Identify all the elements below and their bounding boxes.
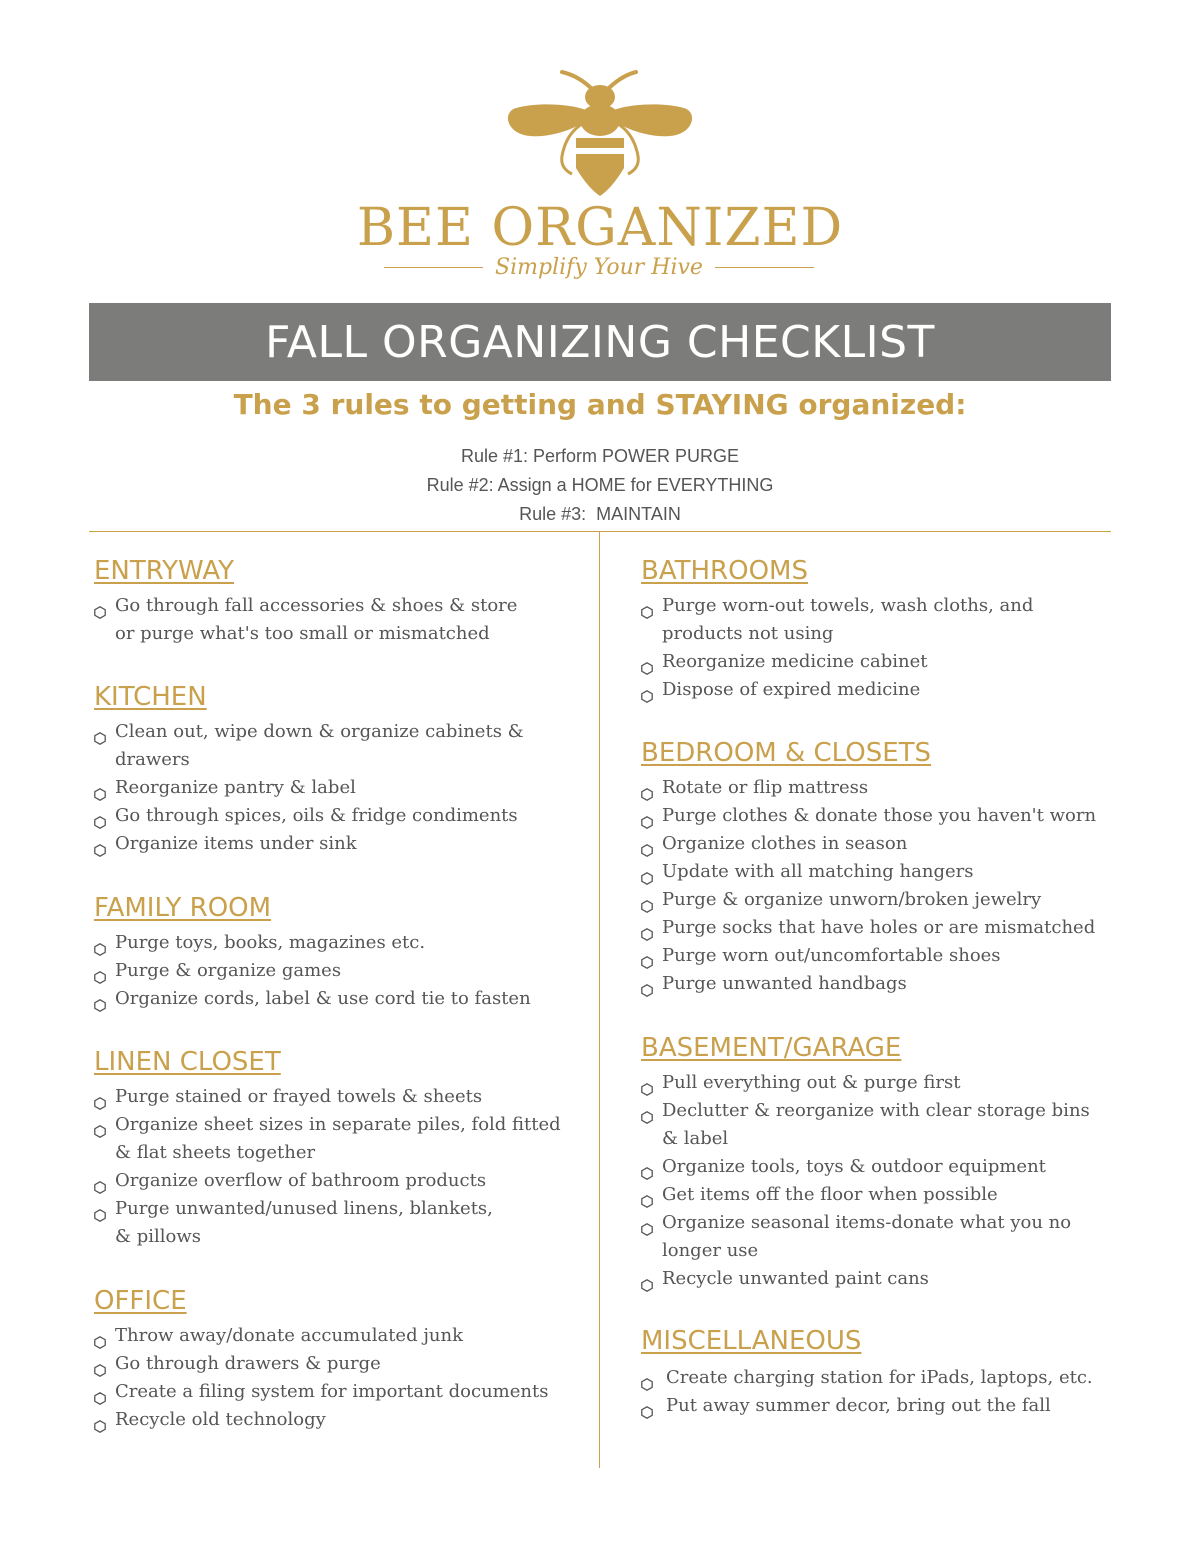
section-basement-garage xyxy=(641,1033,1090,1293)
checklist-item[interactable]: Organize cords, label & use cord tie to fasten xyxy=(94,985,531,1013)
hexagon-outline-icon xyxy=(641,838,653,851)
hexagon-outline-icon xyxy=(641,1372,653,1385)
hexagon-outline-icon xyxy=(94,1091,106,1104)
section-title: ENTRYWAY xyxy=(94,556,234,586)
hexagon-outline-icon xyxy=(94,782,106,795)
checklist-item-continuation: & flat sheets together xyxy=(115,1142,316,1163)
hexagon-outline-icon xyxy=(641,782,653,795)
hexagon-outline-icon xyxy=(641,950,653,963)
hexagon-outline-icon xyxy=(94,965,106,978)
checklist-item[interactable]: Recycle unwanted paint cans xyxy=(641,1265,1090,1293)
section-miscellaneous xyxy=(641,1326,1093,1420)
checklist-item[interactable]: Pull everything out & purge first xyxy=(641,1069,1090,1097)
tagline-row xyxy=(384,252,814,282)
bee-icon xyxy=(500,64,700,196)
checklist-item[interactable]: Organize overflow of bathroom products xyxy=(94,1167,561,1195)
hexagon-outline-icon xyxy=(94,1175,106,1188)
hexagon-outline-icon xyxy=(641,894,653,907)
section-office xyxy=(94,1286,548,1434)
checklist-item[interactable]: Create charging station for iPads, laptops, etc. xyxy=(641,1364,1093,1392)
horizontal-divider xyxy=(89,531,1111,532)
checklist-item[interactable]: Purge clothes & donate those you haven't worn xyxy=(641,802,1096,830)
checklist-item-continuation: longer use xyxy=(662,1240,759,1261)
checklist-item[interactable]: Purge stained or frayed towels & sheets xyxy=(94,1083,561,1111)
checklist-item-continuation: products not using xyxy=(662,623,834,644)
section-family-room xyxy=(94,893,531,1013)
section-kitchen xyxy=(94,682,524,858)
checklist-item[interactable]: Declutter & reorganize with clear storage bins xyxy=(641,1097,1090,1125)
hexagon-outline-icon xyxy=(641,1189,653,1202)
section-title: FAMILY ROOM xyxy=(94,893,272,923)
section-linen-closet xyxy=(94,1047,561,1251)
checklist-item[interactable]: Go through spices, oils & fridge condiments xyxy=(94,802,524,830)
checklist-item[interactable]: Organize seasonal items-donate what you no xyxy=(641,1209,1090,1237)
hexagon-outline-icon xyxy=(94,1386,106,1399)
hexagon-outline-icon xyxy=(641,1077,653,1090)
hexagon-outline-icon xyxy=(641,1161,653,1174)
hexagon-outline-icon xyxy=(641,978,653,991)
hexagon-outline-icon xyxy=(94,937,106,950)
section-title: BATHROOMS xyxy=(641,556,808,586)
checklist-item[interactable]: Purge unwanted/unused linens, blankets, xyxy=(94,1195,561,1223)
hexagon-outline-icon xyxy=(641,922,653,935)
hexagon-outline-icon xyxy=(641,866,653,879)
checklist-item[interactable]: Organize tools, toys & outdoor equipment xyxy=(641,1153,1090,1181)
hexagon-outline-icon xyxy=(641,600,653,613)
checklist-item[interactable]: Organize clothes in season xyxy=(641,830,1096,858)
checklist-item[interactable]: Purge worn out/uncomfortable shoes xyxy=(641,942,1096,970)
page-title: FALL ORGANIZING CHECKLIST xyxy=(265,316,935,368)
section-entryway xyxy=(94,556,517,648)
checklist-item[interactable]: Go through fall accessories & shoes & store xyxy=(94,592,517,620)
section-title: BASEMENT/GARAGE xyxy=(641,1033,902,1063)
checklist-item[interactable]: Clean out, wipe down & organize cabinets & xyxy=(94,718,524,746)
checklist-item[interactable]: Reorganize pantry & label xyxy=(94,774,524,802)
checklist-item[interactable]: Dispose of expired medicine xyxy=(641,676,1033,704)
hexagon-outline-icon xyxy=(641,810,653,823)
section-title: KITCHEN xyxy=(94,682,207,712)
hexagon-outline-icon xyxy=(641,1273,653,1286)
checklist-item[interactable]: Purge worn-out towels, wash cloths, and xyxy=(641,592,1033,620)
hexagon-outline-icon xyxy=(94,1358,106,1371)
hexagon-outline-icon xyxy=(94,1330,106,1343)
checklist-item[interactable]: Purge & organize unworn/broken jewelry xyxy=(641,886,1096,914)
hexagon-outline-icon xyxy=(94,1203,106,1216)
checklist-item[interactable]: Purge socks that have holes or are mismatched xyxy=(641,914,1096,942)
checklist-item-continuation: & pillows xyxy=(115,1226,202,1247)
hexagon-outline-icon xyxy=(94,1414,106,1427)
checklist-item[interactable]: Put away summer decor, bring out the fall xyxy=(641,1392,1093,1420)
hexagon-outline-icon xyxy=(94,600,106,613)
hexagon-outline-icon xyxy=(641,1105,653,1118)
section-bathrooms xyxy=(641,556,1033,704)
checklist-item[interactable]: Purge & organize games xyxy=(94,957,531,985)
rule-1: Rule #1: Perform POWER PURGE xyxy=(460,446,740,466)
checklist-item[interactable]: Create a filing system for important documents xyxy=(94,1378,548,1406)
rule-3: Rule #3: MAINTAIN xyxy=(519,504,681,524)
rule-2: Rule #2: Assign a HOME for EVERYTHING xyxy=(426,475,774,495)
hexagon-outline-icon xyxy=(94,838,106,851)
column-divider xyxy=(599,532,600,1468)
checklist-item[interactable]: Rotate or flip mattress xyxy=(641,774,1096,802)
hexagon-outline-icon xyxy=(641,656,653,669)
hexagon-outline-icon xyxy=(641,684,653,697)
checklist-item[interactable]: Get items off the floor when possible xyxy=(641,1181,1090,1209)
hexagon-outline-icon xyxy=(94,993,106,1006)
checklist-item[interactable]: Organize items under sink xyxy=(94,830,524,858)
checklist-item[interactable]: Purge toys, books, magazines etc. xyxy=(94,929,531,957)
section-title: BEDROOM & CLOSETS xyxy=(641,738,932,768)
section-title: LINEN CLOSET xyxy=(94,1047,281,1077)
section-title: OFFICE xyxy=(94,1286,187,1316)
tagline-divider-left xyxy=(384,267,483,268)
brand-name: BEE ORGANIZED xyxy=(356,198,844,258)
tagline-divider-right xyxy=(715,267,814,268)
section-bedroom-closets xyxy=(641,738,1096,998)
checklist-item[interactable]: Organize sheet sizes in separate piles, fold fitted xyxy=(94,1111,561,1139)
hexagon-outline-icon xyxy=(94,810,106,823)
checklist-item[interactable]: Reorganize medicine cabinet xyxy=(641,648,1033,676)
checklist-item[interactable]: Throw away/donate accumulated junk xyxy=(94,1322,548,1350)
checklist-item-continuation: or purge what's too small or mismatched xyxy=(115,623,490,644)
rules-list xyxy=(0,443,1200,530)
hexagon-outline-icon xyxy=(94,726,106,739)
checklist-item[interactable]: Update with all matching hangers xyxy=(641,858,1096,886)
checklist-item-continuation: & label xyxy=(662,1128,729,1149)
checklist-item[interactable]: Recycle old technology xyxy=(94,1406,548,1434)
checklist-item-continuation: drawers xyxy=(115,749,190,770)
checklist-item[interactable]: Go through drawers & purge xyxy=(94,1350,548,1378)
tagline: Simplify Your Hive xyxy=(495,254,703,280)
hexagon-outline-icon xyxy=(94,1119,106,1132)
rules-heading: The 3 rules to getting and STAYING organized: xyxy=(233,388,967,421)
hexagon-outline-icon xyxy=(641,1400,653,1413)
checklist-item[interactable]: Purge unwanted handbags xyxy=(641,970,1096,998)
hexagon-outline-icon xyxy=(641,1217,653,1230)
title-banner xyxy=(89,303,1111,381)
section-title: MISCELLANEOUS xyxy=(641,1326,862,1356)
